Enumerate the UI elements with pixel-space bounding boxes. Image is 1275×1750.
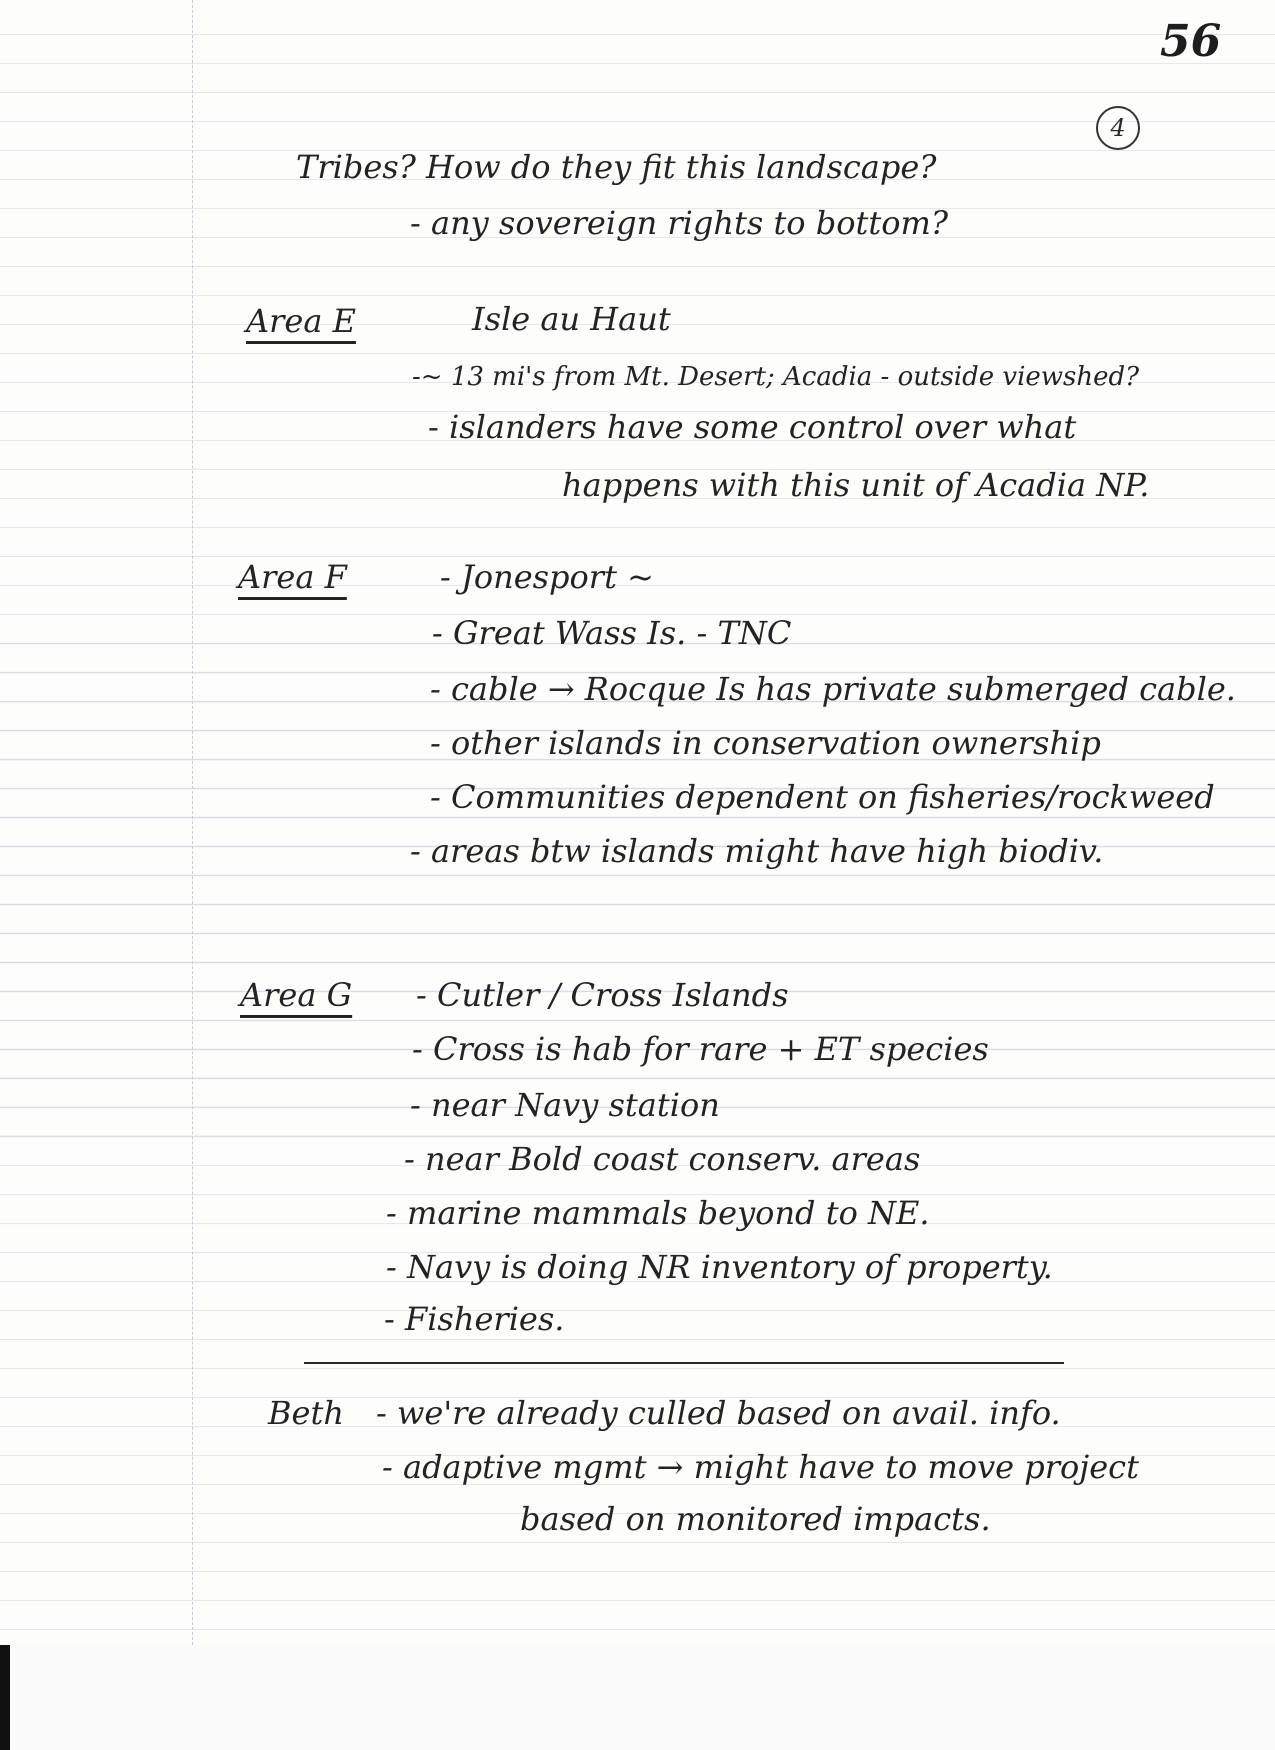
beth-line: - we're already culled based on avail. info.	[376, 1394, 1061, 1432]
area-g-line: - Navy is doing NR inventory of property.	[386, 1248, 1053, 1286]
area-e-line: happens with this unit of Acadia NP.	[562, 466, 1150, 504]
area-f-line: - Jonesport ~	[440, 558, 654, 596]
beth-name: Beth	[268, 1394, 344, 1432]
area-e-title: Isle au Haut	[472, 300, 671, 338]
area-e-label: Area E	[246, 302, 356, 340]
area-f-label: Area F	[238, 558, 347, 596]
scan-edge	[0, 1645, 10, 1750]
area-f-line: - other islands in conservation ownership	[430, 724, 1101, 762]
area-g-line: - near Navy station	[410, 1086, 720, 1124]
area-g-line: - Fisheries.	[384, 1300, 565, 1338]
tribes-item: - any sovereign rights to bottom?	[410, 204, 948, 242]
area-g-line: - marine mammals beyond to NE.	[386, 1194, 930, 1232]
area-g-line: - Cutler / Cross Islands	[416, 976, 789, 1014]
area-e-line: - islanders have some control over what	[428, 408, 1077, 446]
area-f-line: - Communities dependent on fisheries/rockweed	[430, 778, 1215, 816]
page-number: 56	[1160, 16, 1222, 67]
area-e-line: -~ 13 mi's from Mt. Desert; Acadia - outside viewshed?	[412, 362, 1140, 392]
area-f-line: - cable → Rocque Is has private submerged cable.	[430, 670, 1236, 708]
beth-line: - adaptive mgmt → might have to move project	[382, 1448, 1139, 1486]
scan-bottom-margin	[0, 1645, 1275, 1750]
area-g-line: - near Bold coast conserv. areas	[404, 1140, 921, 1178]
area-g-line: - Cross is hab for rare + ET species	[412, 1030, 989, 1068]
area-g-label: Area G	[240, 976, 353, 1014]
area-f-line: - Great Wass Is. - TNC	[432, 614, 792, 652]
divider-line	[304, 1362, 1064, 1364]
beth-line: based on monitored impacts.	[520, 1500, 991, 1538]
tribes-question: Tribes? How do they fit this landscape?	[296, 148, 937, 186]
area-f-line: - areas btw islands might have high biodiv.	[410, 832, 1104, 870]
margin-line	[192, 0, 193, 1645]
circled-page-number: 4	[1096, 106, 1140, 150]
